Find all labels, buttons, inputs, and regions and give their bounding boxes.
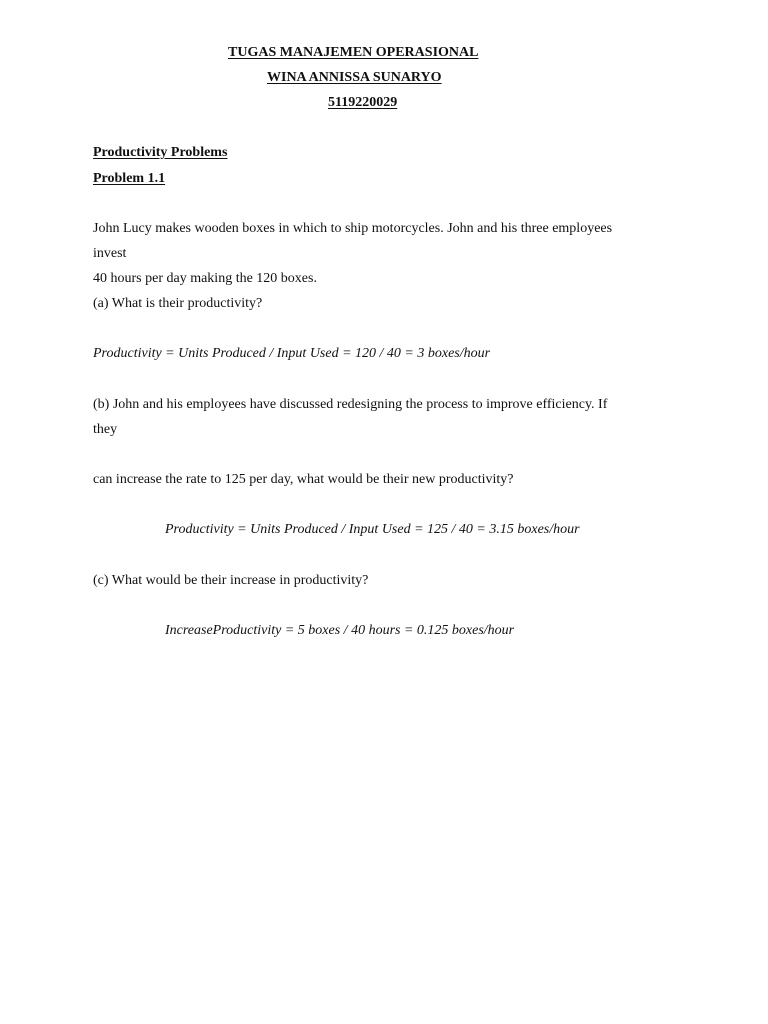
section-title: Productivity Problems <box>93 145 228 160</box>
student-id: 5119220029 <box>328 95 398 110</box>
question-a: (a) What is their productivity? <box>93 296 263 311</box>
answer-a: Productivity = Units Produced / Input Used = 120 / 40 = 3 boxes/hour <box>93 346 491 361</box>
question-b-line-1: (b) John and his employees have discussed redesigning the process to improve efficiency. If <box>93 397 608 412</box>
intro-line-3: 40 hours per day making the 120 boxes. <box>93 271 317 286</box>
question-c: (c) What would be their increase in productivity? <box>93 573 369 588</box>
answer-c: IncreaseProductivity = 5 boxes / 40 hours = 0.125 boxes/hour <box>165 623 515 638</box>
question-b-line-2: they <box>93 422 118 437</box>
question-b-line-3: can increase the rate to 125 per day, what would be their new productivity? <box>93 472 514 487</box>
course-title: TUGAS MANAJEMEN OPERASIONAL <box>228 45 479 60</box>
answer-b: Productivity = Units Produced / Input Used = 125 / 40 = 3.15 boxes/hour <box>165 522 580 537</box>
intro-line-1: John Lucy makes wooden boxes in which to ship motorcycles. John and his three employees <box>93 221 613 236</box>
problem-label: Problem 1.1 <box>93 171 166 186</box>
intro-line-2: invest <box>93 246 127 261</box>
student-name: WINA ANNISSA SUNARYO <box>267 70 442 85</box>
